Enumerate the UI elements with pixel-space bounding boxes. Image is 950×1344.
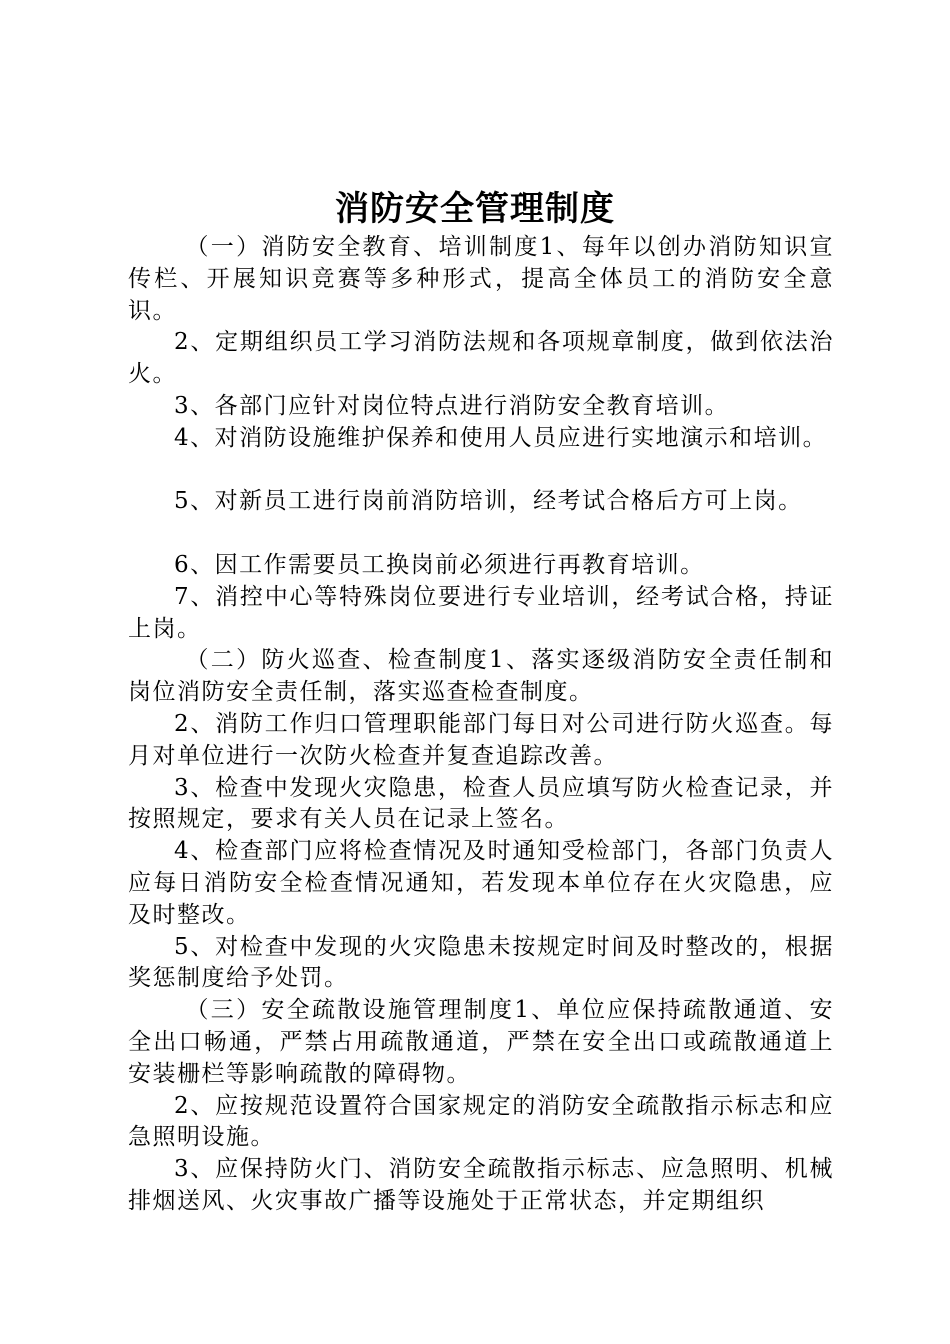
paragraph-section-2: （二）防火巡查、检查制度1、落实逐级消防安全责任制和岗位消防安全责任制，落实巡查检查制度。 <box>128 647 834 706</box>
paragraph-item: 2、定期组织员工学习消防法规和各项规章制度，做到依法治火。 <box>128 329 834 388</box>
paragraph-item: 3、应保持防火门、消防安全疏散指示标志、应急照明、机械排烟送风、火灾事故广播等设施处于正常状态，并定期组织 <box>128 1156 834 1214</box>
paragraph-item: 5、对检查中发现的火灾隐患未按规定时间及时整改的，根据奖惩制度给予处罚。 <box>128 933 834 992</box>
paragraph-section-3: （三）安全疏散设施管理制度1、单位应保持疏散通道、安全出口畅通，严禁占用疏散通道，严禁在安全出口或疏散通道上安装栅栏等影响疏散的障碍物。 <box>128 997 834 1087</box>
paragraph-item: 4、检查部门应将检查情况及时通知受检部门，各部门负责人应每日消防安全检查情况通知，若发现本单位存在火灾隐患，应及时整改。 <box>128 838 834 928</box>
document-body <box>128 232 834 1218</box>
paragraph-item: 3、检查中发现火灾隐患，检查人员应填写防火检查记录，并按照规定，要求有关人员在记录上签名。 <box>128 774 834 833</box>
paragraph-item: 2、消防工作归口管理职能部门每日对公司进行防火巡查。每月对单位进行一次防火检查并复查追踪改善。 <box>128 710 834 769</box>
paragraph-section-1: （一）消防安全教育、培训制度1、每年以创办消防知识宣传栏、开展知识竞赛等多种形式，提高全体员工的消防安全意识。 <box>128 234 834 324</box>
paragraph-item: 6、因工作需要员工换岗前必须进行再教育培训。 <box>174 551 705 578</box>
document-title: 消防安全管理制度 <box>335 189 615 229</box>
paragraph-item: 5、对新员工进行岗前消防培训，经考试合格后方可上岗。 <box>174 488 803 515</box>
paragraph-item: 4、对消防设施维护保养和使用人员应进行实地演示和培训。 <box>174 424 828 451</box>
paragraph-item: 3、各部门应针对岗位特点进行消防安全教育培训。 <box>174 392 730 419</box>
paragraph-item: 7、消控中心等特殊岗位要进行专业培训，经考试合格，持证上岗。 <box>128 583 834 642</box>
paragraph-item: 2、应按规范设置符合国家规定的消防安全疏散指示标志和应急照明设施。 <box>128 1092 834 1151</box>
